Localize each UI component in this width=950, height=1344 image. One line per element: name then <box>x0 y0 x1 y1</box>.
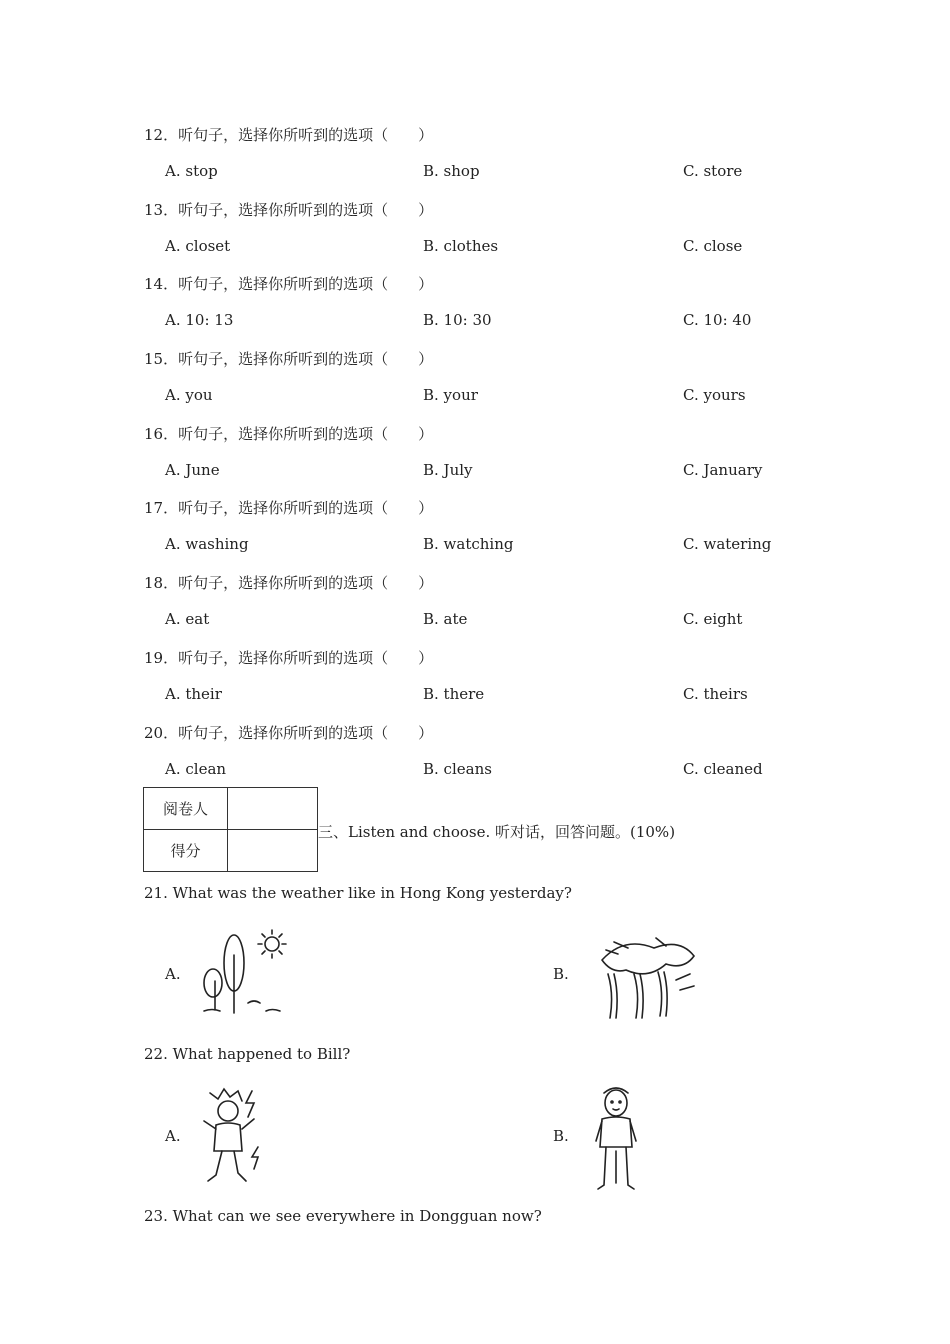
question-stem: 21. What was the weather like in Hong Kong yesterday? <box>144 884 572 902</box>
windy-trees-icon[interactable] <box>596 930 702 1022</box>
question-stem: 16．听句子，选择你所听到的选项（ ） <box>144 425 434 443</box>
option-c[interactable]: C. theirs <box>683 685 748 703</box>
struck-by-lightning-icon[interactable] <box>196 1085 268 1190</box>
option-c[interactable]: C. watering <box>683 535 772 553</box>
question-stem: 17．听句子，选择你所听到的选项（ ） <box>144 499 434 517</box>
option-c[interactable]: C. close <box>683 237 743 255</box>
option-a[interactable]: A. their <box>165 685 222 703</box>
section-title: 三、Listen and choose. 听对话，回答问题。(10%) <box>318 823 676 841</box>
option-b-label[interactable]: B. <box>553 965 569 983</box>
question-stem: 19．听句子，选择你所听到的选项（ ） <box>144 649 434 667</box>
option-c[interactable]: C. January <box>683 461 763 479</box>
option-b[interactable]: B. shop <box>423 162 480 180</box>
option-a[interactable]: A. 10: 13 <box>165 311 234 329</box>
question-stem: 13．听句子，选择你所听到的选项（ ） <box>144 201 434 219</box>
option-a[interactable]: A. washing <box>165 535 249 553</box>
option-a[interactable]: A. closet <box>165 237 231 255</box>
question-stem: 23. What can we see everywhere in Dongguan now? <box>144 1207 542 1225</box>
question-stem: 12．听句子，选择你所听到的选项（ ） <box>144 126 434 144</box>
option-c[interactable]: C. eight <box>683 610 743 628</box>
question-stem: 20．听句子，选择你所听到的选项（ ） <box>144 724 434 742</box>
option-c[interactable]: C. store <box>683 162 743 180</box>
option-a[interactable]: A. stop <box>165 162 218 180</box>
option-b[interactable]: B. watching <box>423 535 514 553</box>
option-a-label[interactable]: A. <box>165 1127 181 1145</box>
option-b[interactable]: B. July <box>423 461 473 479</box>
option-b[interactable]: B. your <box>423 386 478 404</box>
option-c[interactable]: C. yours <box>683 386 746 404</box>
option-c[interactable]: C. cleaned <box>683 760 763 778</box>
reviewer-field[interactable] <box>228 788 318 830</box>
option-a-label[interactable]: A. <box>165 965 181 983</box>
option-b[interactable]: B. cleans <box>423 760 492 778</box>
score-label: 得分 <box>144 830 228 872</box>
question-stem: 14．听句子，选择你所听到的选项（ ） <box>144 275 434 293</box>
option-a[interactable]: A. eat <box>165 610 210 628</box>
question-stem: 18．听句子，选择你所听到的选项（ ） <box>144 574 434 592</box>
option-b[interactable]: B. clothes <box>423 237 499 255</box>
option-b[interactable]: B. ate <box>423 610 468 628</box>
reviewer-label: 阅卷人 <box>144 788 228 830</box>
option-a[interactable]: A. June <box>165 461 220 479</box>
option-b-label[interactable]: B. <box>553 1127 569 1145</box>
option-a[interactable]: A. clean <box>165 760 227 778</box>
question-stem: 22. What happened to Bill? <box>144 1045 351 1063</box>
standing-boy-icon[interactable] <box>590 1083 642 1193</box>
score-field[interactable] <box>228 830 318 872</box>
option-b[interactable]: B. there <box>423 685 485 703</box>
option-c[interactable]: C. 10: 40 <box>683 311 752 329</box>
score-table <box>143 787 318 872</box>
sunny-trees-icon[interactable] <box>196 925 296 1017</box>
question-stem: 15．听句子，选择你所听到的选项（ ） <box>144 350 434 368</box>
option-b[interactable]: B. 10: 30 <box>423 311 492 329</box>
option-a[interactable]: A. you <box>165 386 213 404</box>
